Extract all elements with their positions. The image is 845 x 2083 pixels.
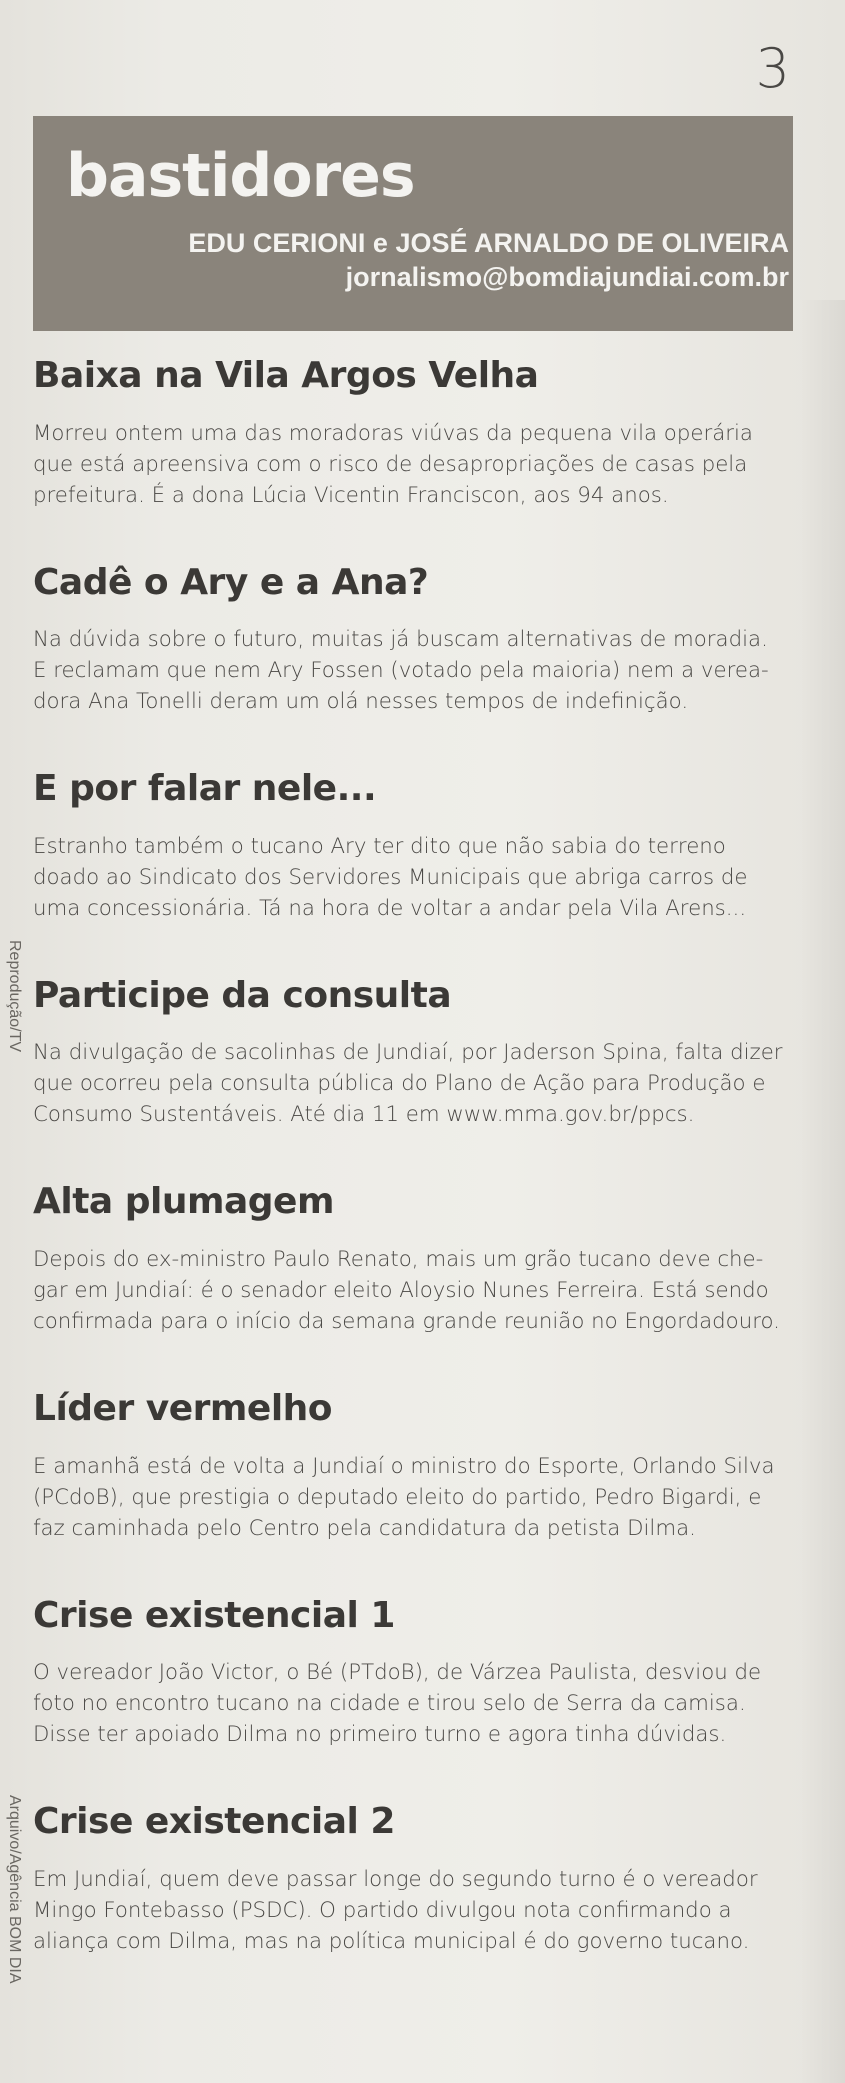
item-line: (PCdoB), que prestigia o deputado eleito do partido, Pedro Bigardi, e (33, 1484, 762, 1510)
item-line: que ocorreu pela consulta pública do Plano de Ação para Produção e (33, 1071, 766, 1097)
item-body (33, 1037, 803, 1130)
news-item (33, 1596, 803, 1751)
item-line: E amanhã está de volta a Jundiaí o ministro do Esporte, Orlando Silva (33, 1453, 775, 1479)
item-line: O vereador João Victor, o Bé (PTdoB), de Várzea Paulista, desviou de (33, 1660, 762, 1686)
item-line: foto no encontro tucano na cidade e tirou selo de Serra da camisa. (33, 1691, 746, 1717)
news-item (33, 1182, 803, 1337)
item-body (33, 418, 803, 511)
page-shadow (800, 300, 845, 2083)
item-line: Morreu ontem uma das moradoras viúvas da pequena vila operária (33, 420, 753, 446)
item-body (33, 1864, 803, 1957)
item-line: que está apreensiva com o risco de desapropriações de casas pela (33, 451, 748, 477)
news-item (33, 976, 803, 1131)
item-title: Crise existencial 1 (33, 1594, 395, 1636)
item-body (33, 831, 803, 924)
item-line: Na divulgação de sacolinhas de Jundiaí, por Jaderson Spina, falta dizer (33, 1040, 783, 1066)
item-line: Mingo Fontebasso (PSDC). O partido divulgou nota confirmando a (33, 1897, 732, 1923)
column-email: jornalismo@bomdiajundiai.com.br (345, 262, 789, 292)
item-title: Baixa na Vila Argos Velha (33, 355, 539, 396)
item-title: Participe da consulta (33, 974, 452, 1016)
item-body (33, 1451, 803, 1544)
item-title: Alta plumagem (33, 1181, 334, 1223)
item-line: Disse ter apoiado Dilma no primeiro turno e agora tinha dúvidas. (33, 1722, 727, 1748)
item-line: Consumo Sustentáveis. Até dia 11 em www.mma.gov.br/ppcs. (33, 1102, 695, 1128)
item-line: faz caminhada pelo Centro pela candidatura da petista Dilma. (33, 1515, 696, 1541)
news-item (33, 1389, 803, 1544)
item-line: uma concessionária. Tá na hora de voltar a andar pela Vila Arens... (33, 895, 747, 921)
column-header (33, 116, 793, 331)
news-item (33, 563, 803, 718)
column-authors: EDU CERIONI e JOSÉ ARNALDO DE OLIVEIRA (188, 228, 789, 258)
news-item (33, 769, 803, 924)
page-number: 3 (755, 37, 790, 100)
item-line: Depois do ex-ministro Paulo Renato, mais um grão tucano deve che- (33, 1246, 764, 1272)
item-line: dora Ana Tonelli deram um olá nesses tempos de indefinição. (33, 689, 689, 715)
item-title: Crise existencial 2 (33, 1801, 395, 1843)
item-line: doado ao Sindicato dos Servidores Municipais que abriga carros de (33, 864, 748, 890)
item-line: prefeitura. É a dona Lúcia Vicentin Franciscon, aos 94 anos. (33, 482, 669, 508)
item-line: Em Jundiaí, quem deve passar longe do segundo turno é o vereador (33, 1866, 758, 1892)
news-item (33, 356, 803, 511)
item-title: Líder vermelho (33, 1387, 333, 1429)
item-line: confirmada para o início da semana grande reunião no Engordadouro. (33, 1308, 780, 1334)
item-line: Na dúvida sobre o futuro, muitas já buscam alternativas de moradia. (33, 627, 768, 653)
item-body (33, 1657, 803, 1750)
item-title: Cadê o Ary e a Ana? (33, 561, 429, 603)
column-content (33, 356, 803, 1957)
photo-credit-arquivo: Arquivo/Agência BOM DIA (6, 1795, 23, 1984)
item-line: E reclamam que nem Ary Fossen (votado pela maioria) nem a verea- (33, 658, 769, 684)
item-line: gar em Jundiaí: é o senador eleito Aloysio Nunes Ferreira. Está sendo (33, 1277, 769, 1303)
item-body (33, 1244, 803, 1337)
photo-credit-tv: Reprodução/TV (6, 940, 23, 1053)
item-body (33, 624, 803, 717)
column-title: bastidores (66, 141, 415, 211)
item-line: Estranho também o tucano Ary ter dito que não sabia do terreno (33, 833, 726, 859)
news-item (33, 1802, 803, 1957)
item-title: E por falar nele... (33, 768, 377, 810)
item-line: aliança com Dilma, mas na política municipal é do governo tucano. (33, 1928, 750, 1954)
